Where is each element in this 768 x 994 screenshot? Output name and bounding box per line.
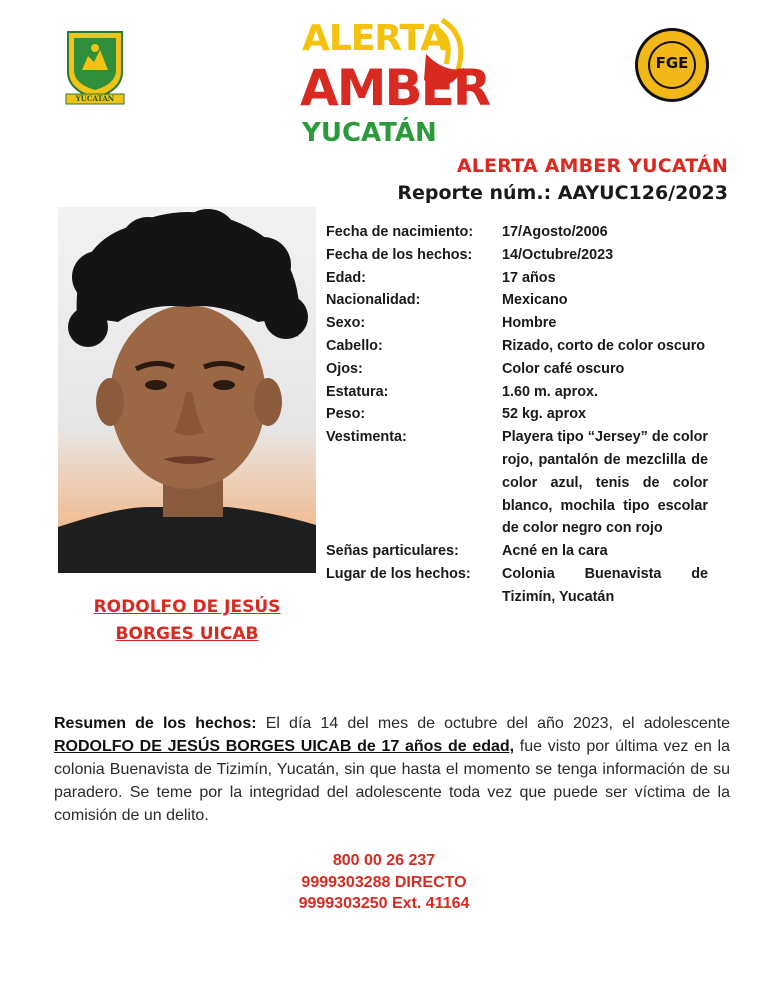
detail-row-birth-date — [326, 221, 708, 244]
detail-value: Hombre — [502, 315, 557, 332]
detail-row-event-location — [326, 563, 708, 609]
details-table — [326, 221, 708, 609]
alert-title: ALERTA AMBER YUCATÁN — [456, 155, 728, 177]
detail-value: 52 kg. aprox — [502, 406, 586, 423]
detail-value: 1.60 m. aprox. — [502, 383, 598, 400]
summary-paragraph — [54, 712, 730, 827]
detail-label: Cabello: — [326, 337, 383, 354]
detail-label: Fecha de nacimiento: — [326, 224, 474, 240]
detail-row-weight — [326, 403, 708, 426]
detail-label: Sexo: — [326, 315, 366, 332]
detail-row-hair — [326, 335, 708, 358]
contact-direct[interactable]: 9999303288 DIRECTO — [301, 873, 467, 891]
detail-value: Rizado, corto de color oscuro — [502, 337, 706, 354]
detail-label: Ojos: — [326, 360, 363, 377]
detail-value: Acné en la cara — [502, 543, 608, 560]
detail-row-eyes — [326, 358, 708, 381]
detail-label: Edad: — [326, 269, 366, 286]
detail-label: Peso: — [326, 406, 366, 423]
detail-row-age — [326, 267, 708, 290]
detail-value: Mexicano — [502, 292, 568, 309]
detail-row-event-date — [326, 244, 708, 267]
logo-word-alerta: ALERTA — [302, 18, 448, 59]
detail-label: Lugar de los hechos: — [326, 565, 471, 582]
missing-person-name — [58, 594, 316, 648]
name-line-2: BORGES UICAB — [115, 624, 259, 644]
detail-label: Vestimenta: — [326, 429, 407, 446]
summary-name-emphasis: RODOLFO DE JESÚS BORGES UICAB de 17 años de edad, — [54, 738, 515, 755]
yucatan-coat-of-arms-logo — [64, 28, 126, 106]
report-number: AAYUC126/2023 — [557, 182, 728, 204]
alerta-amber-logo — [296, 14, 490, 154]
logo-word-amber: AMBER — [300, 59, 490, 117]
report-number-line — [397, 182, 728, 204]
name-line-1: RODOLFO DE JESÚS — [93, 597, 281, 617]
contact-numbers — [0, 850, 768, 915]
detail-row-height — [326, 381, 708, 404]
fge-seal-logo — [633, 26, 711, 104]
detail-value: 17/Agosto/2006 — [502, 224, 608, 240]
detail-value: 14/Octubre/2023 — [502, 246, 614, 263]
summary-label: Resumen de los hechos: — [54, 715, 257, 732]
contact-hotline[interactable]: 800 00 26 237 — [332, 852, 436, 869]
coat-of-arms-caption: YUCATÁN — [75, 94, 115, 103]
report-label: Reporte núm.: — [397, 182, 552, 204]
detail-value: Colonia Buenavista de Tizimín, Yucatán — [502, 565, 708, 605]
detail-label: Fecha de los hechos: — [326, 246, 473, 263]
detail-row-distinguishing-marks — [326, 540, 708, 563]
detail-value: 17 años — [502, 269, 556, 286]
detail-value: Color café oscuro — [502, 360, 625, 377]
summary-text-part1: El día 14 del mes de octubre del año 2023, el adolescente — [256, 715, 730, 732]
contact-extension[interactable]: 9999303250 Ext. 41164 — [298, 895, 470, 912]
missing-person-photo — [58, 207, 316, 573]
fge-abbreviation: FGE — [655, 54, 689, 72]
logo-word-yucatan: YUCATÁN — [302, 118, 437, 148]
detail-label: Señas particulares: — [326, 543, 459, 560]
summary-text-part2: fue visto por última vez en la colonia Buenavista de Tizimín, Yucatán, sin que hasta el momento se tenga información de su paradero. Se teme por la integridad del adolescente toda vez que puede ser víctima de la comisión de un delito. — [54, 738, 730, 824]
detail-row-nationality — [326, 289, 708, 312]
detail-row-clothing — [326, 426, 708, 540]
detail-label: Estatura: — [326, 383, 389, 400]
detail-label: Nacionalidad: — [326, 292, 421, 309]
detail-value: Playera tipo “Jersey” de color rojo, pantalón de mezclilla de color azul, tenis de color blanco, mochila tipo escolar de color negro con rojo — [502, 429, 708, 537]
detail-row-sex — [326, 312, 708, 335]
